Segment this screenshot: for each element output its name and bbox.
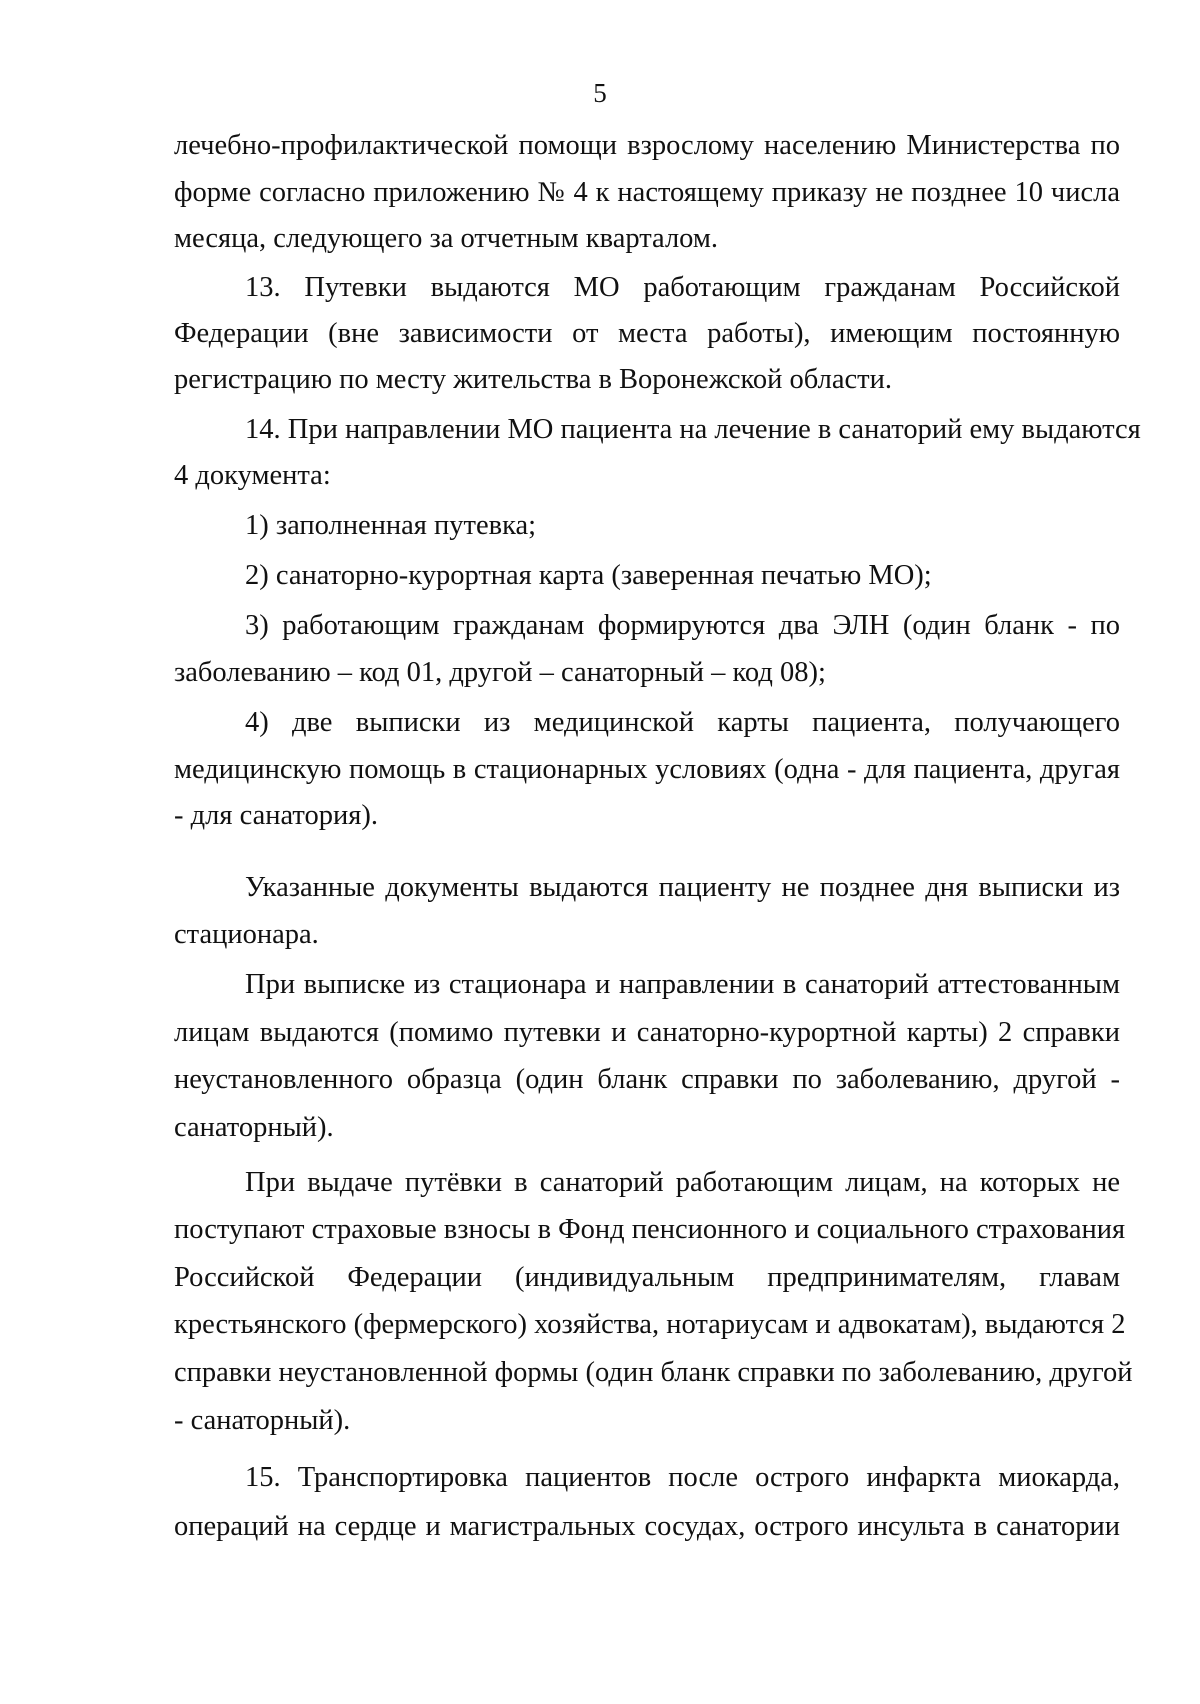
text-line: 2) санаторно-курортная карта (заверенная печатью МО); <box>245 560 932 591</box>
text-line: - санаторный). <box>174 1405 351 1436</box>
text-line: Федерации (вне зависимости от места работы), имеющим постоянную <box>174 318 1120 349</box>
text-line: справки неустановленной формы (один бланк справки по заболеванию, другой <box>174 1357 1133 1388</box>
text-line: неустановленного образца (один бланк справки по заболеванию, другой - <box>174 1064 1120 1095</box>
text-line: форме согласно приложению № 4 к настоящему приказу не позднее 10 числа <box>174 177 1120 208</box>
text-line: лицам выдаются (помимо путевки и санаторно-курортной карты) 2 справки <box>174 1017 1120 1048</box>
text-line: крестьянского (фермерского) хозяйства, нотариусам и адвокатам), выдаются 2 <box>174 1309 1126 1340</box>
text-line: 14. При направлении МО пациента на лечение в санаторий ему выдаются <box>245 414 1141 445</box>
text-line: Российской Федерации (индивидуальным предпринимателям, главам <box>174 1262 1120 1293</box>
page-number: 5 <box>593 78 607 108</box>
text-line: заболеванию – код 01, другой – санаторный – код 08); <box>174 657 826 688</box>
text-line: стационара. <box>174 919 319 950</box>
text-line: Указанные документы выдаются пациенту не позднее дня выписки из <box>245 872 1120 903</box>
text-line: 4) две выписки из медицинской карты пациента, получающего <box>245 707 1120 738</box>
text-line: месяца, следующего за отчетным кварталом. <box>174 223 719 254</box>
text-line: 1) заполненная путевка; <box>245 510 537 541</box>
text-line: поступают страховые взносы в Фонд пенсионного и социального страхования <box>174 1214 1126 1245</box>
text-line: лечебно-профилактической помощи взрослому населению Министерства по <box>174 130 1120 161</box>
text-line: 4 документа: <box>174 460 331 491</box>
text-line: 13. Путевки выдаются МО работающим гражданам Российской <box>245 272 1120 303</box>
text-line: - для санатория). <box>174 800 378 831</box>
text-line: 3) работающим гражданам формируются два ЭЛН (один бланк - по <box>245 610 1120 641</box>
text-line: 15. Транспортировка пациентов после острого инфаркта миокарда, <box>245 1462 1120 1493</box>
text-line: медицинскую помощь в стационарных условиях (одна - для пациента, другая <box>174 754 1120 785</box>
text-line: регистрацию по месту жительства в Воронежской области. <box>174 364 892 395</box>
text-line: операций на сердце и магистральных сосудах, острого инсульта в санатории <box>174 1511 1120 1542</box>
text-line: При выписке из стационара и направлении в санаторий аттестованным <box>245 969 1120 1000</box>
text-line: При выдаче путёвки в санаторий работающим лицам, на которых не <box>245 1167 1120 1198</box>
text-line: санаторный). <box>174 1112 334 1143</box>
